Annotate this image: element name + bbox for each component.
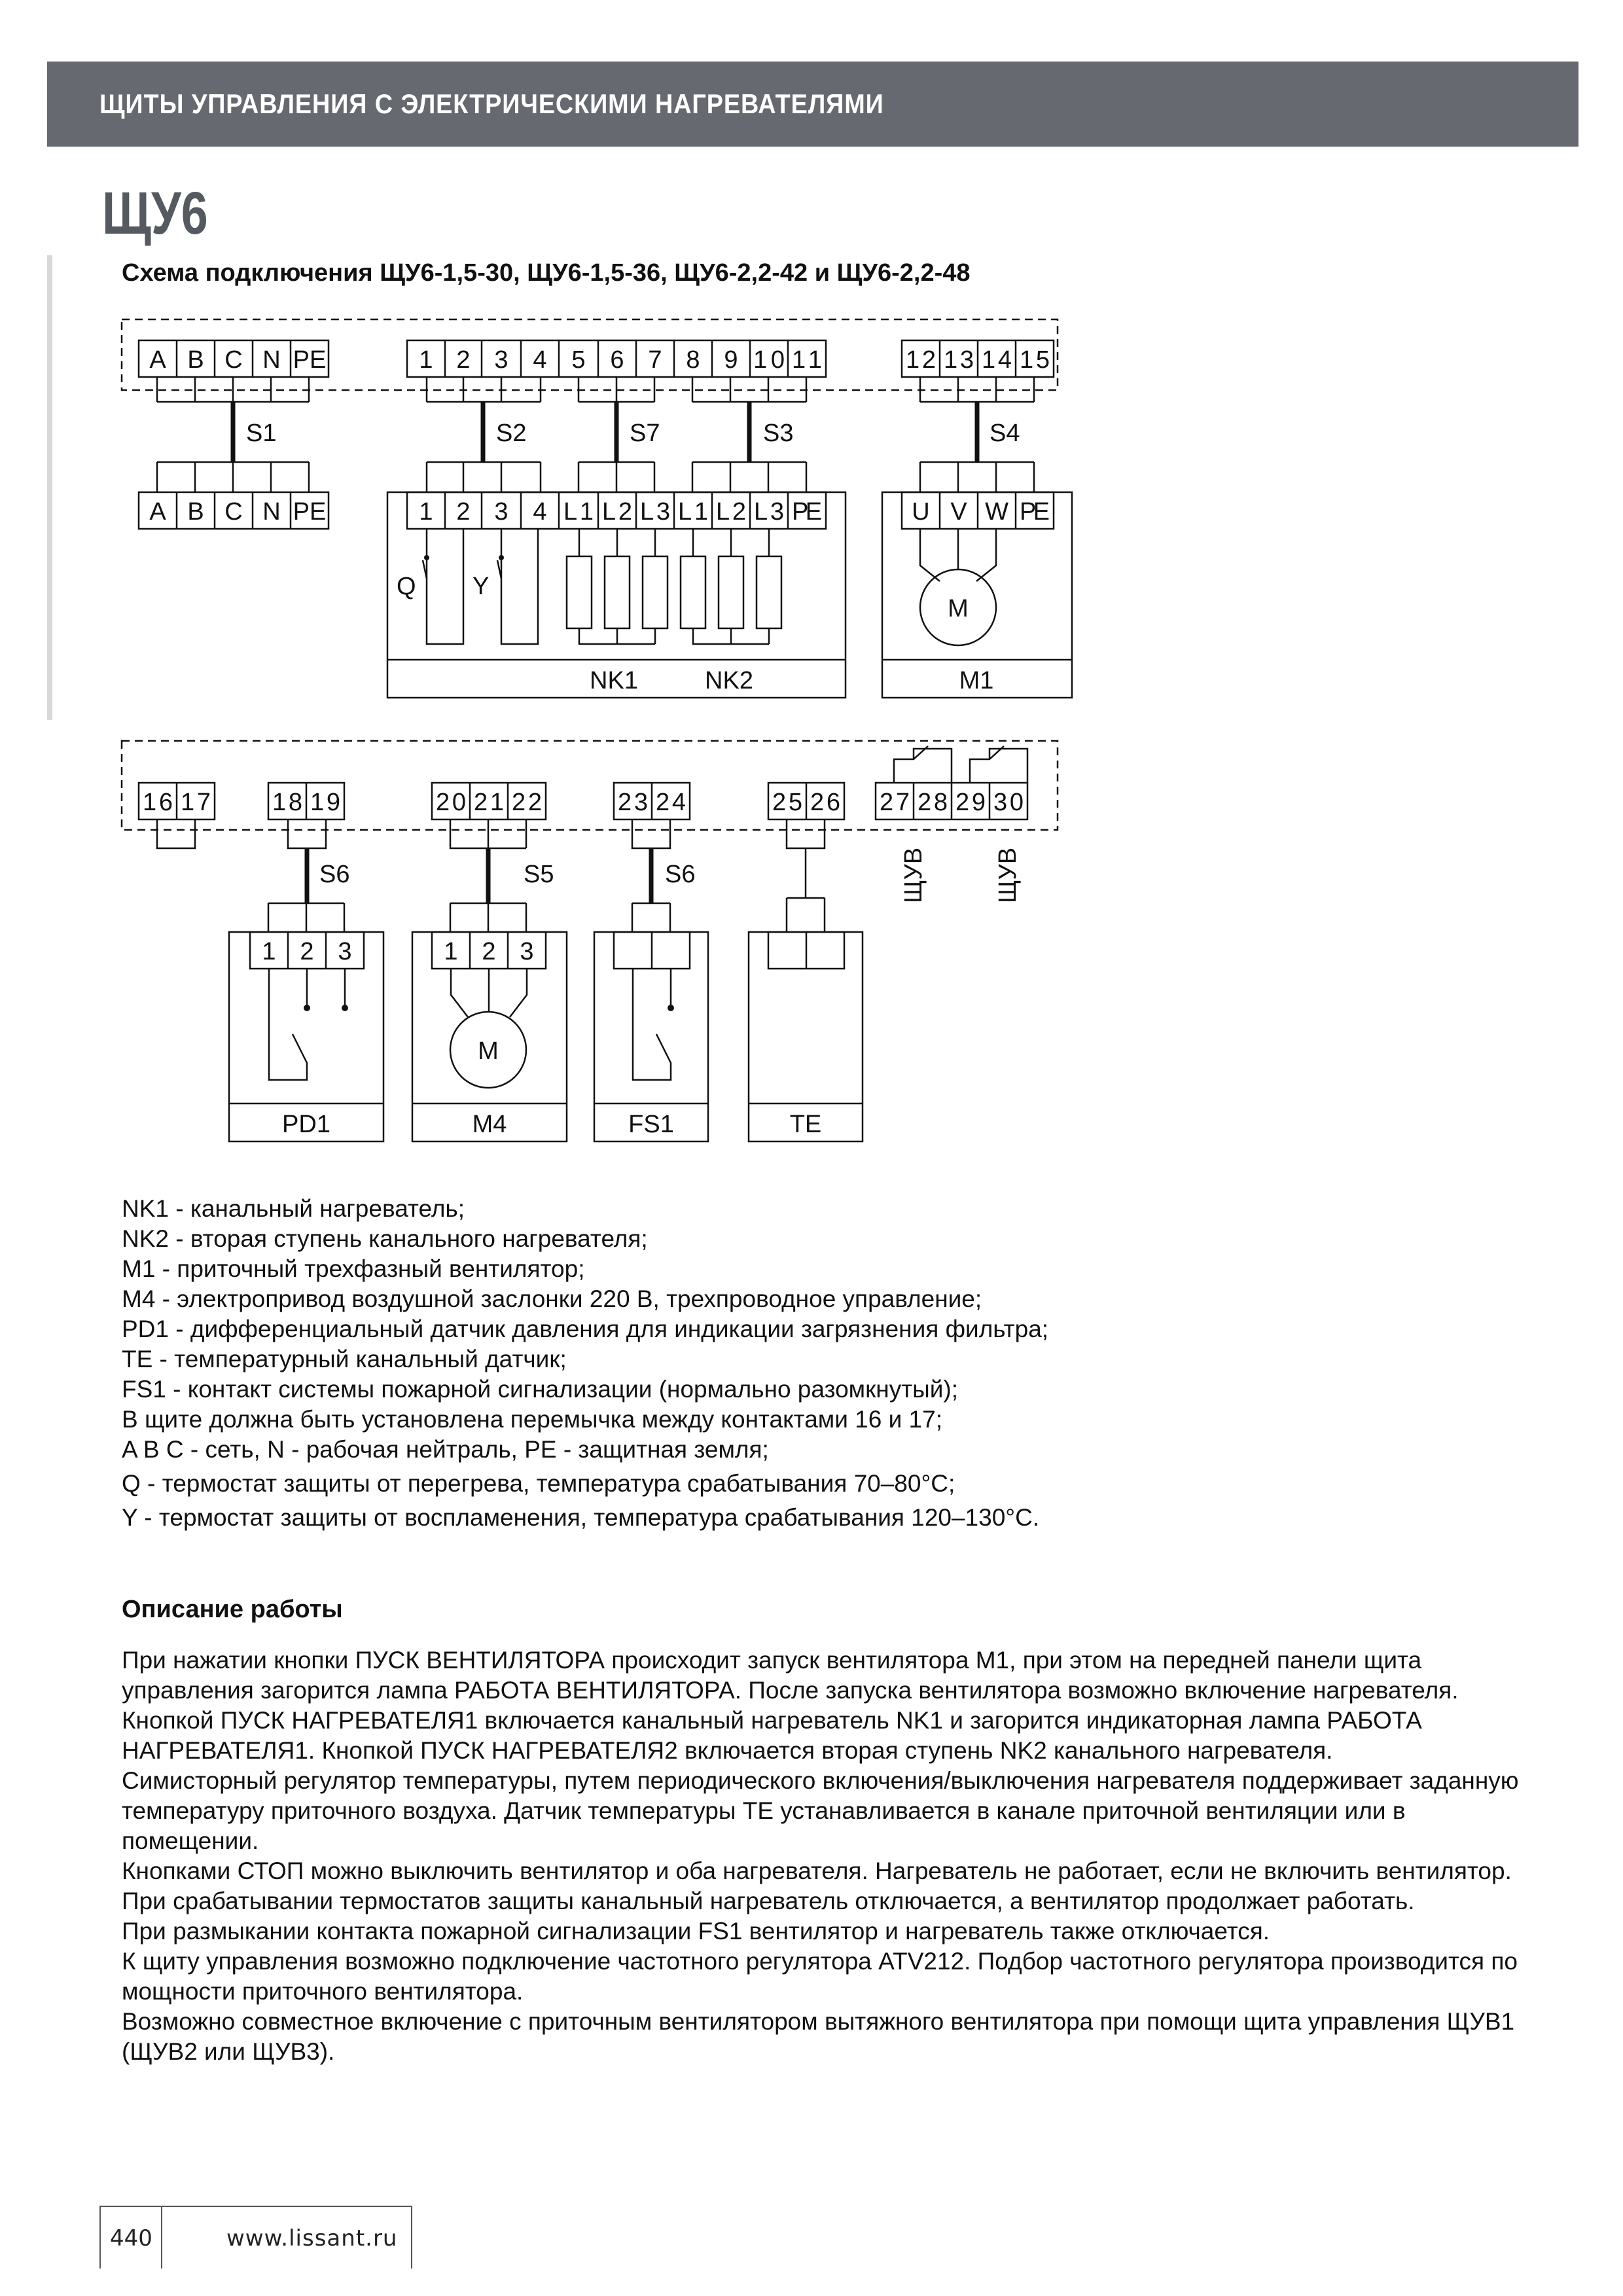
shuv-label: ЩУВ: [900, 847, 927, 903]
cable-label: S4: [990, 420, 1020, 447]
terminal-label: 23: [618, 789, 648, 816]
legend-item: NK1 - канальный нагреватель;: [122, 1195, 465, 1222]
description-paragraph: Возможно совместное включение с приточным вентилятором вытяжного вентилятора при помощи щита управления ЩУВ1 (ЩУВ2 или ЩУВ3).: [122, 2008, 1515, 2065]
thermostat-y-label: Y: [473, 573, 490, 600]
footer: [99, 2206, 412, 2269]
terminal-label: PE: [293, 346, 327, 374]
thermostat-q-label: Q: [397, 573, 416, 600]
device-pin-label: 3: [338, 938, 352, 965]
site-url: www.lissant.ru: [226, 2225, 398, 2251]
device-terminal-label: 2: [456, 498, 471, 526]
terminal-label: 8: [686, 346, 700, 374]
terminal-label: 14: [982, 346, 1012, 374]
terminal-label: C: [224, 346, 243, 374]
terminal-label: 29: [955, 789, 986, 816]
terminal-label: 3: [494, 346, 508, 374]
shuv-label: ЩУВ: [994, 847, 1022, 903]
terminal-label: A: [149, 346, 166, 374]
terminal-label: N: [262, 346, 281, 374]
terminal-label: 24: [656, 789, 686, 816]
page-number: 440: [110, 2225, 152, 2251]
terminal-label: 18: [272, 789, 302, 816]
device-terminal-label: PE: [293, 498, 327, 526]
device-pin-label: 2: [482, 938, 496, 965]
device-terminal-label: 1: [419, 498, 433, 526]
legend: [122, 1194, 1529, 1533]
device-label-m4: M4: [472, 1111, 507, 1138]
terminal-label: 15: [1020, 346, 1050, 374]
device-terminal-label: L2: [716, 498, 746, 526]
terminal-label: 26: [810, 789, 840, 816]
footer-divider: [161, 2207, 162, 2269]
device-terminal-label: B: [187, 498, 204, 526]
terminal-label: 19: [310, 789, 340, 816]
motor-symbol: M: [948, 595, 969, 622]
terminal-label: 9: [724, 346, 738, 374]
description-paragraph: К щиту управления возможно подключение частотного регулятора ATV212. Подбор частотного регулятора производится по мощности приточного вентилятора.: [122, 1948, 1518, 2005]
device-terminal-label: L2: [602, 498, 632, 526]
terminal-label: 11: [792, 346, 822, 374]
device-label-nk1: NK1: [590, 667, 638, 694]
legend-item: M4 - электропривод воздушной заслонки 220 В, трехпроводное управление;: [122, 1285, 982, 1312]
device-terminal-label: PE: [792, 498, 822, 526]
device-terminal-label: N: [262, 498, 281, 526]
device-label-m1: M1: [959, 667, 994, 694]
description-paragraph: Симисторный регулятор температуры, путем периодического включения/выключения нагревателя поддерживает заданную температуру приточного воздуха. Датчик температуры ТЕ устанавливается в канале приточной вентиляции или в помещении.: [122, 1767, 1519, 1854]
terminal-label: 7: [648, 346, 662, 374]
legend-item: TE - температурный канальный датчик;: [122, 1346, 567, 1372]
cable-label: S1: [246, 420, 277, 447]
terminal-label: 1: [419, 346, 433, 374]
legend-item: В щите должна быть установлена перемычка между контактами 16 и 17;: [122, 1406, 942, 1433]
description-paragraph: При нажатии кнопки ПУСК ВЕНТИЛЯТОРА происходит запуск вентилятора М1, при этом на передней панели щита управления загорится лампа РАБОТА ВЕНТИЛЯТОРА. После запуска вентилятора возможно включение нагревателя.: [122, 1647, 1459, 1704]
device-terminal-label: L3: [754, 498, 784, 526]
terminal-label: 2: [456, 346, 471, 374]
terminal-label: 4: [533, 346, 547, 374]
terminal-label: 12: [906, 346, 936, 374]
legend-item: Y - термостат защиты от воспламенения, температура срабатывания 120–130°C.: [122, 1504, 1040, 1531]
cable-label: S6: [665, 861, 696, 888]
terminal-label: 22: [512, 789, 542, 816]
device-label-fs1: FS1: [628, 1111, 674, 1138]
diagram-title: Схема подключения ЩУ6-1,5-30, ЩУ6-1,5-36, ЩУ6-2,2-42 и ЩУ6-2,2-48: [122, 259, 971, 287]
legend-item: M1 - приточный трехфазный вентилятор;: [122, 1255, 585, 1282]
device-terminal-label: PE: [1020, 498, 1050, 526]
terminal-label: 16: [143, 789, 173, 816]
terminal-label: 5: [571, 346, 586, 374]
device-terminal-label: C: [224, 498, 243, 526]
terminal-label: 6: [610, 346, 624, 374]
device-pin-label: 3: [520, 938, 534, 965]
terminal-label: 28: [918, 789, 948, 816]
terminal-label: 25: [772, 789, 802, 816]
device-terminal-label: V: [950, 498, 967, 526]
description-body: [122, 1645, 1522, 2067]
device-terminal-label: 3: [494, 498, 508, 526]
cable-label: S5: [524, 861, 554, 888]
device-label-nk2: NK2: [705, 667, 753, 694]
page-heading: ЩУ6: [102, 180, 208, 247]
motor-symbol: M: [478, 1037, 499, 1065]
legend-item: Q - термостат защиты от перегрева, температура срабатывания 70–80°C;: [122, 1470, 955, 1497]
terminal-label: 27: [880, 789, 910, 816]
terminal-label: 30: [993, 789, 1024, 816]
description-paragraph: При размыкании контакта пожарной сигнализации FS1 вентилятор и нагреватель также отключается.: [122, 1918, 1270, 1945]
device-pin-label: 2: [300, 938, 314, 965]
device-terminal-label: A: [149, 498, 166, 526]
terminal-label: 17: [181, 789, 211, 816]
legend-item: PD1 - дифференциальный датчик давления для индикации загрязнения фильтра;: [122, 1316, 1049, 1342]
cable-label: S2: [496, 420, 527, 447]
device-terminal-label: 4: [533, 498, 547, 526]
device-pin-label: 1: [262, 938, 276, 965]
device-terminal-label: L1: [563, 498, 594, 526]
legend-item: A B C - сеть, N - рабочая нейтраль, PE - защитная земля;: [122, 1436, 769, 1463]
terminal-label: 21: [474, 789, 504, 816]
terminal-label: 13: [944, 346, 974, 374]
cable-label: S7: [630, 420, 660, 447]
header-title: ЩИТЫ УПРАВЛЕНИЯ С ЭЛЕКТРИЧЕСКИМИ НАГРЕВАТЕЛЯМИ: [99, 88, 884, 119]
legend-item: FS1 - контакт системы пожарной сигнализации (нормально разомкнутый);: [122, 1376, 959, 1403]
device-terminal-label: L1: [678, 498, 708, 526]
device-terminal-label: L3: [640, 498, 670, 526]
description-paragraph: Кнопками СТОП можно выключить вентилятор и оба нагревателя. Нагреватель не работает, если не включить вентилятор. При срабатывании термостатов защиты канальный нагреватель отключается, а вентилятор продолжает работать.: [122, 1857, 1512, 1914]
terminal-label: B: [187, 346, 204, 374]
cable-label: S6: [319, 861, 350, 888]
terminal-label: 10: [753, 346, 785, 374]
legend-item: NK2 - вторая ступень канального нагревателя;: [122, 1225, 648, 1252]
device-terminal-label: W: [985, 498, 1008, 526]
description-paragraph: Кнопкой ПУСК НАГРЕВАТЕЛЯ1 включается канальный нагреватель NK1 и загорится индикаторная лампа РАБОТА НАГРЕВАТЕЛЯ1. Кнопкой ПУСК НАГРЕВАТЕЛЯ2 включается вторая ступень NK2 канального нагревателя.: [122, 1707, 1422, 1764]
cable-label: S3: [763, 420, 794, 447]
device-terminal-label: U: [912, 498, 930, 526]
terminal-label: 20: [436, 789, 466, 816]
device-label-pd1: PD1: [282, 1111, 330, 1138]
device-pin-label: 1: [444, 938, 458, 965]
device-label-te: TE: [789, 1111, 822, 1138]
description-title: Описание работы: [122, 1596, 343, 1623]
